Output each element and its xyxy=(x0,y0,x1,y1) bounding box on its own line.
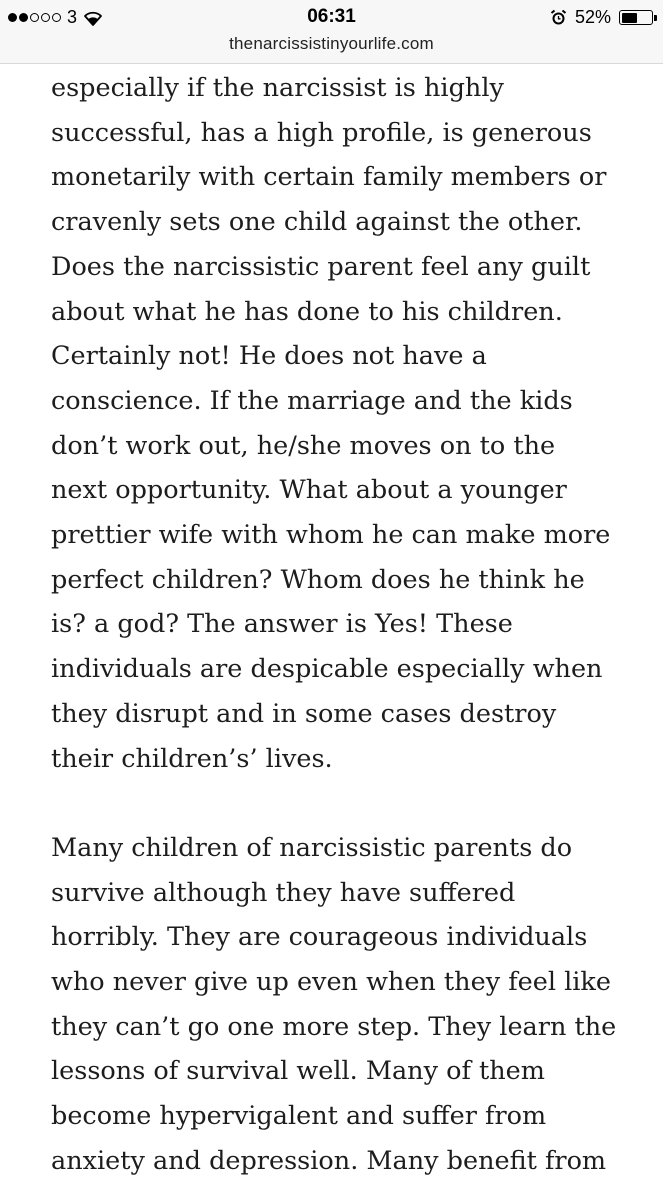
article-line: their children’s’ lives. xyxy=(51,743,333,774)
article-line: cravenly sets one child against the other. xyxy=(51,207,583,238)
article-line: successful, has a high profile, is generous xyxy=(51,117,592,148)
article-line: lessons of survival well. Many of them xyxy=(51,1056,545,1087)
article-line: anxiety and depression. Many benefit from xyxy=(51,1145,607,1176)
article-line: who never give up even when they feel like xyxy=(51,967,611,998)
battery-icon xyxy=(619,10,653,25)
alarm-icon xyxy=(550,9,567,26)
status-right-group xyxy=(550,7,653,28)
article-line: Does the narcissistic parent feel any guilt xyxy=(51,251,591,282)
battery-percent: 52% xyxy=(574,7,611,27)
article-line: monetarily with certain family members or xyxy=(51,162,607,193)
browser-top-bar xyxy=(0,0,663,64)
article-line: horribly. They are courageous individuals xyxy=(51,922,588,953)
article-line: especially if the narcissist is highly xyxy=(51,73,504,103)
article-line: perfect children? Whom does he think he xyxy=(51,564,585,595)
article-line: individuals are despicable especially when xyxy=(51,654,603,685)
article-line: they can’t go one more step. They learn the xyxy=(51,1011,617,1042)
article-paragraph xyxy=(51,66,641,781)
battery-tip xyxy=(654,15,657,21)
article-line: Many children of narcissistic parents do xyxy=(51,832,573,863)
address-bar[interactable]: thenarcissistinyourlife.com xyxy=(229,34,434,53)
article-line: become hypervigalent and suffer from xyxy=(51,1101,547,1132)
article-paragraph xyxy=(51,826,641,1178)
status-time: 06:31 xyxy=(307,6,356,27)
article-line: prettier wife with whom he can make more xyxy=(51,520,611,551)
article-line: conscience. If the marriage and the kids xyxy=(51,385,573,416)
article-line: they disrupt and in some cases destroy xyxy=(51,698,557,729)
article-line: don’t work out, he/she moves on to the xyxy=(51,430,556,461)
status-bar xyxy=(0,0,663,34)
carrier-name: 3 xyxy=(67,7,78,27)
paragraph-spacer xyxy=(51,781,641,826)
article-line: survive although they have suffered xyxy=(51,877,516,908)
article-line: Certainly not! He does not have a xyxy=(51,341,487,372)
article-line: is? a god? The answer is Yes! These xyxy=(51,609,513,640)
article-body xyxy=(51,66,641,1178)
article-line: next opportunity. What about a younger xyxy=(51,475,567,506)
battery-level-fill xyxy=(622,13,637,23)
article-line: about what he has done to his children. xyxy=(51,296,563,327)
